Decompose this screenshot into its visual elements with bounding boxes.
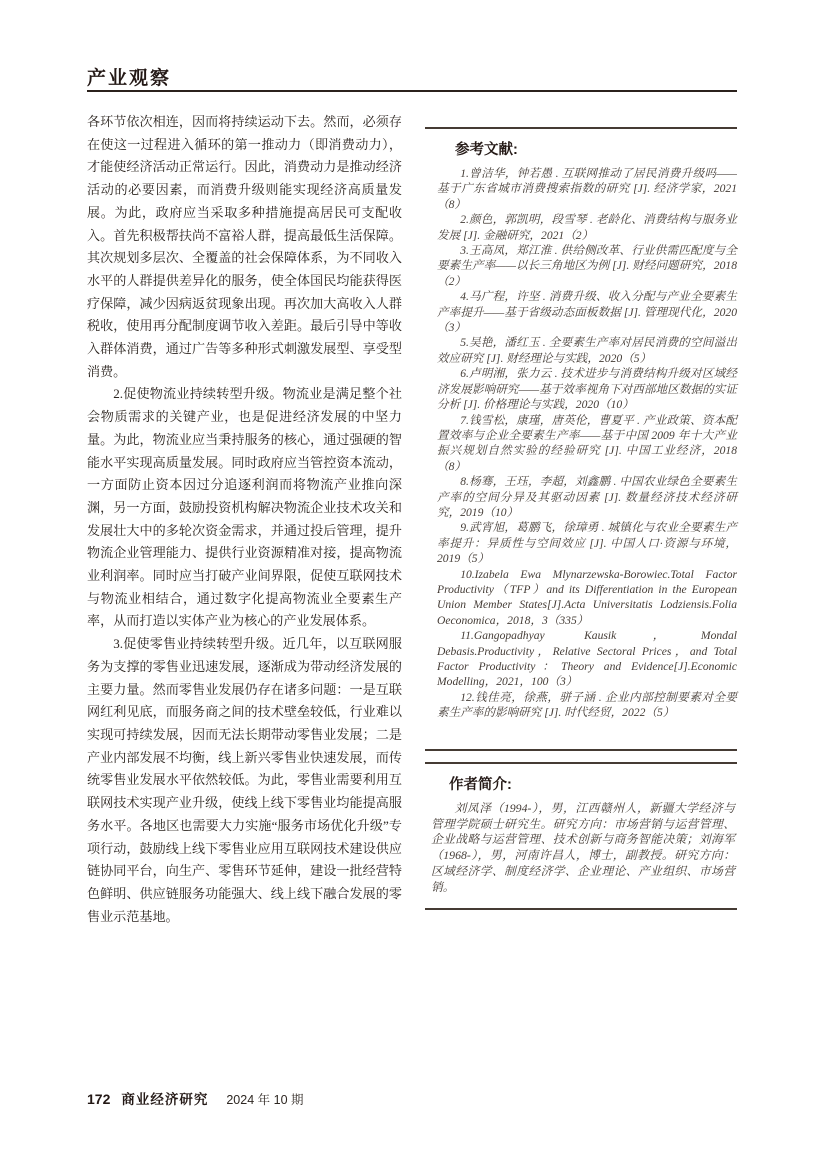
body-paragraph: 3.促使零售业持续转型升级。近几年，以互联网服务为支撑的零售业迅速发展，逐渐成为带动经济发展的主要力量。然而零售业发展仍存在诸多问题：一是互联网红利见底，而服务商之间的技术壁垒较低，行业难以实现可持续发展，因而无法长期带动零售业发展；二是产业内部发展不均衡，线上新兴零售业快速发展，而传统零售业发展水平依然较低。为此，零售业需要利用互联网技术实现产业升级，使线上线下零售业均能提高服务水平。各地区也需要大力实施“服务市场优化升级”专项行动，鼓励线上线下零售业应用互联网技术建设供应链协同平台，向生产、零售环节延伸，建设一批经营特色鲜明、供应链服务功能强大、线上线下融合发展的零售业示范基地。 [87,636,402,924]
reference-item: 12.钱佳亮，徐燕，骈子涵 . 企业内部控制要素对全要素生产率的影响研究 [J]. 时代经贸，2022（5） [437,690,737,720]
page-number: 172 [87,1091,111,1107]
journal-name: 商业经济研究 [121,1092,209,1107]
references-heading: 参考文献: [455,142,518,158]
sidebar-column [425,127,737,910]
reference-item: 2.颜色，郭凯明，段雪琴 . 老龄化、消费结构与服务业发展 [J]. 金融研究，2021（2） [437,213,737,242]
body-paragraph: 各环节依次相连，因而将持续运动下去。然而，必须存在使这一过程进入循环的第一推动力（即消费动力），才能使经济活动正常运行。因此，消费动力是推动经济活动的必要因素，而消费升级则能实现经济高质量发展。为此，政府应当采取多种措施提高居民可支配收入。首先积极帮扶尚不富裕人群，提高最低生活保障。其次规划多层次、全覆盖的社会保障体系，为不同收入水平的人群提供差异化的服务，使全体国民均能获得医疗保障，减少因病返贫现象出现。再次加大高收入人群税收，使用再分配制度调节收入差距。最后引导中等收入群体消费，通过广告等多种形式刺激发展型、享受型消费。 [87,114,402,379]
reference-item: 10.Izabela Ewa Mlynarzewska-Borowiec.Total Factor Productivity（TFP）and its Differentiation in the European Union Member States[J].Acta Universitatis Lodziensis.Folia Oeconomica，2018，3（335） [437,567,737,627]
reference-item: 4.马广程，许坚 . 消费升级、收入分配与产业全要素生产率提升——基于省级动态面板数据 [J]. 管理现代化，2020（3） [437,290,737,335]
reference-item: 3.王高凤，郑江淮 . 供给侧改革、行业供需匹配度与全要素生产率——以长三角地区为例 [J]. 财经问题研究，2018（2） [437,244,737,288]
section-label: 产业观察 [87,68,172,89]
reference-item: 1.曾洁华，钟若愚 . 互联网推动了居民消费升级吗——基于广东省城市消费搜索指数的研究 [J]. 经济学家，2021（8） [437,167,737,211]
reference-item: 8.杨骞，王珏，李超，刘鑫鹏 . 中国农业绿色全要素生产率的空间分异及其驱动因素 [J]. 数量经济技术经济研究，2019（10） [437,475,737,519]
reference-item: 9.武宵旭，葛鹏飞，徐璋勇 . 城镇化与农业全要素生产率提升：异质性与空间效应 [J]. 中国人口·资源与环境，2019（5） [437,521,737,566]
reference-item: 6.卢明湘，张力云 . 技术进步与消费结构升级对区域经济发展影响研究——基于效率视角下对西部地区数据的实证分析 [J]. 价格理论与实践，2020（10） [437,367,737,412]
reference-item: 11.Gangopadhyay Kausik，Mondal Debasis.Productivity，Relative Sectoral Prices，and Total Factor Productivity：Theory and Evidence[J].Economic Modelling，2021，100（3） [437,629,737,689]
author-bio-section [425,762,737,910]
article-body-column [87,111,402,928]
author-bio-text: 刘凤泽（1994-），男，江西赣州人，新疆大学经济与管理学院硕士研究生。研究方向：市场营销与运营管理、企业战略与运营管理、技术创新与商务智能决策；刘海军（1968-），男，河南许昌人，博士，副教授。研究方向：区域经济学、制度经济学、企业理论、产业组织、市场营销。 [431,800,735,895]
header-rule [87,90,737,92]
issue-label: 2024 年 10 期 [226,1093,304,1107]
body-paragraph: 2.促使物流业持续转型升级。物流业是满足整个社会物质需求的关键产业，也是促进经济发展的中坚力量。为此，物流业应当秉持服务的核心，通过强硬的智能水平实现高质量发展。同时政府应当管控资本流动，一方面防止资本因过分追逐利润而将物流产业推向深渊，另一方面，鼓励投资机构解决物流企业技术攻关和发展壮大中的多轮次资金需求，并通过投后管理，提升物流企业管理能力、提供行业资源精准对接，提高物流业利润率。同时应当打破产业间界限，促使互联网技术与物流业相结合，通过数字化提高物流业全要素生产率，从而打造以实体产业为核心的产业发展体系。 [87,386,402,629]
author-bio-heading: 作者简介: [449,776,512,793]
reference-item: 7.钱雪松，康瑾，唐英伦，曹夏平 . 产业政策、资本配置效率与企业全要素生产率——基于中国 2009 年十大产业振兴规划自然实验的经验研究 [J]. 中国工业经济，2018（8） [437,413,737,473]
reference-item: 5.吴艳，潘红玉 . 全要素生产率对居民消费的空间溢出效应研究 [J]. 财经理论与实践，2020（5） [437,336,737,365]
references-section [425,127,737,751]
page-footer [87,1088,304,1108]
